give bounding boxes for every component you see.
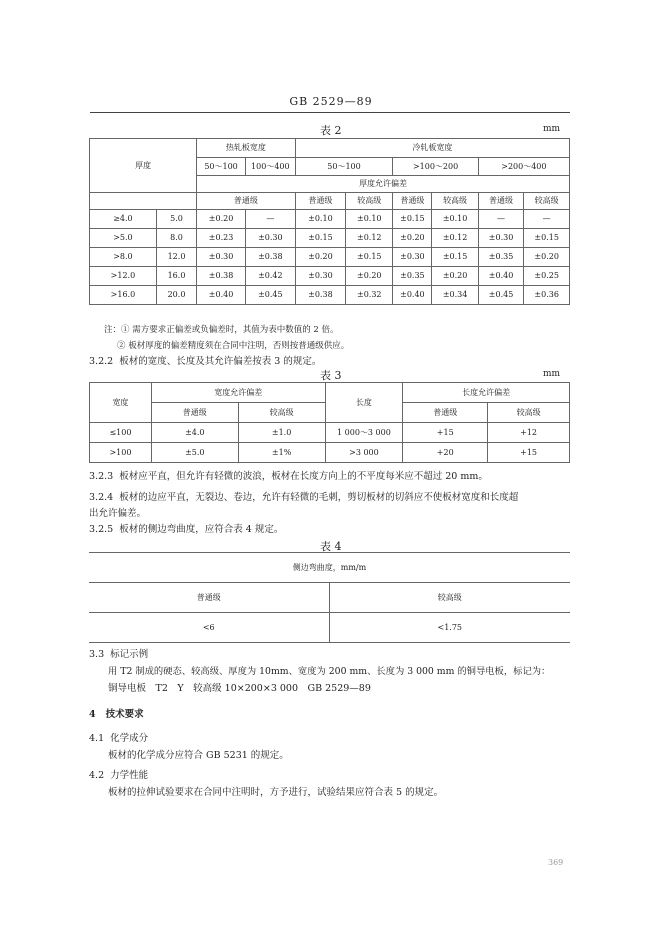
cell: ±0.15 (295, 229, 345, 248)
section-3-2-2 (89, 353, 321, 367)
cell: 1 000～3 000 (325, 423, 403, 443)
table-row (90, 423, 570, 443)
cell: ±0.20 (197, 210, 246, 229)
cell: ±0.25 (524, 267, 570, 286)
thickness-spacer (90, 193, 197, 210)
grade-header: 普通级 (197, 193, 296, 210)
grade-header: 普通级 (151, 403, 238, 423)
table3-caption: 表 3 (320, 369, 342, 382)
cell: ±0.40 (478, 267, 524, 286)
section-4-1 (89, 730, 148, 744)
cell: +12 (488, 423, 570, 443)
width-col: 50～100 (295, 158, 393, 176)
width-col: >100～200 (393, 158, 478, 176)
cell: ±0.10 (346, 210, 393, 229)
section-3-2-4-cont: 出允许偏差。 (89, 508, 147, 519)
length-header: 长度 (325, 383, 403, 423)
section-4-2-text: 板材的拉伸试验要求在合同中注明时，方予进行，试验结果应符合表 5 的规定。 (108, 787, 444, 798)
table-row (90, 267, 570, 286)
cell: <1.75 (329, 613, 570, 643)
tolerance-header: 厚度允许偏差 (197, 176, 570, 193)
section-text: 板材的边应平直，无裂边、卷边，允许有轻微的毛刺，剪切板材的切斜应不使板材宽度和长度超 (119, 492, 519, 503)
cell: ±0.32 (346, 286, 393, 305)
width-header: 宽度 (90, 383, 152, 423)
section-3-2-4 (89, 489, 518, 503)
cell: >100 (90, 443, 152, 463)
cell: 20.0 (156, 286, 196, 305)
cell: <6 (89, 613, 329, 643)
cell: ±0.12 (346, 229, 393, 248)
cell: ±0.30 (393, 248, 432, 267)
section-title: 力学性能 (110, 770, 149, 781)
cell: ±0.10 (295, 210, 345, 229)
grade-header: 较高级 (346, 193, 393, 210)
cell: ±0.30 (197, 248, 246, 267)
table4-caption: 表 4 (320, 540, 342, 553)
cell: ±0.34 (432, 286, 478, 305)
length-tol-header: 长度允许偏差 (403, 383, 570, 403)
section-text: 板材应平直，但允许有轻微的波浪，板材在长度方向上的不平度每米应不超过 20 mm。 (119, 471, 488, 482)
grade-header: 普通级 (403, 403, 488, 423)
cell: >16.0 (90, 286, 157, 305)
section-title: 标记示例 (110, 649, 149, 660)
marking-example-line-2: 铜导电板 T2 Y 较高级 10×200×3 000 GB 2529—89 (108, 683, 371, 694)
cell: ±0.10 (432, 210, 478, 229)
section-title: 技术要求 (105, 709, 144, 720)
cell: ±0.30 (295, 267, 345, 286)
table2-note-1: 注：① 需方要求正偏差或负偏差时，其值为表中数值的 2 倍。 (104, 325, 339, 335)
cell: >8.0 (90, 248, 157, 267)
cell: ±0.38 (197, 267, 246, 286)
cell: ±0.20 (295, 248, 345, 267)
cell: ±0.38 (295, 286, 345, 305)
table3-unit: mm (543, 369, 561, 379)
table-4 (89, 552, 570, 643)
section-3-2-3 (89, 468, 488, 482)
section-text: 板材的侧边弯曲度，应符合表 4 规定。 (119, 524, 284, 535)
grade-header: 较高级 (432, 193, 478, 210)
cell: ±0.12 (432, 229, 478, 248)
section-number: 4.2 (89, 770, 105, 781)
section-number: 4.1 (89, 733, 105, 744)
cell: ±0.38 (245, 248, 295, 267)
cell: ±1% (238, 443, 325, 463)
cell: >3 000 (325, 443, 403, 463)
cell: — (478, 210, 524, 229)
table-row (90, 210, 570, 229)
table-row (90, 443, 570, 463)
cell: ±0.15 (524, 229, 570, 248)
section-text: 板材的宽度、长度及其允许偏差按表 3 的规定。 (119, 356, 322, 367)
cell: ±0.30 (478, 229, 524, 248)
cell: ±0.20 (432, 267, 478, 286)
table-row (90, 229, 570, 248)
marking-example-line-1: 用 T2 制成的硬态、较高级、厚度为 10mm、宽度为 200 mm、长度为 3 000 mm 的铜导电板，标记为： (108, 666, 551, 677)
section-4-1-text: 板材的化学成分应符合 GB 5231 的规定。 (108, 750, 289, 761)
section-3-3 (89, 646, 148, 660)
cell: ±0.40 (393, 286, 432, 305)
section-number: 4 (89, 709, 96, 720)
cell: ±4.0 (151, 423, 238, 443)
cell: ±5.0 (151, 443, 238, 463)
grade-header: 普通级 (393, 193, 432, 210)
table4-title: 侧边弯曲度，mm/m (89, 553, 570, 583)
cell: ±0.15 (346, 248, 393, 267)
hot-rolled-header: 热轧板宽度 (197, 139, 296, 158)
cell: — (245, 210, 295, 229)
cell: ±0.40 (197, 286, 246, 305)
header-rule (90, 112, 570, 113)
grade-header: 较高级 (329, 583, 570, 613)
table-3 (89, 382, 570, 463)
cell: ±0.36 (524, 286, 570, 305)
cell: >12.0 (90, 267, 157, 286)
cell: ±0.30 (245, 229, 295, 248)
cell: 12.0 (156, 248, 196, 267)
cell: 16.0 (156, 267, 196, 286)
cell: ±0.35 (393, 267, 432, 286)
cold-rolled-header: 冷轧板宽度 (295, 139, 569, 158)
cell: 5.0 (156, 210, 196, 229)
grade-header: 较高级 (524, 193, 570, 210)
cell: ≥4.0 (90, 210, 157, 229)
cell: ±0.23 (197, 229, 246, 248)
width-tol-header: 宽度允许偏差 (151, 383, 325, 403)
section-4-2 (89, 767, 148, 781)
page-header: GB 2529—89 (289, 95, 373, 108)
grade-header: 较高级 (238, 403, 325, 423)
cell: ±0.42 (245, 267, 295, 286)
table-row (90, 286, 570, 305)
thickness-header: 厚度 (90, 139, 197, 193)
width-col: 100～400 (245, 158, 295, 176)
cell: >5.0 (90, 229, 157, 248)
cell: ±0.15 (393, 210, 432, 229)
cell: +15 (488, 443, 570, 463)
section-4 (89, 706, 144, 720)
cell: +15 (403, 423, 488, 443)
section-number: 3.3 (89, 649, 105, 660)
table-2 (89, 138, 570, 305)
cell: +20 (403, 443, 488, 463)
cell: ±1.0 (238, 423, 325, 443)
cell: ≤100 (90, 423, 152, 443)
section-number: 3.2.4 (89, 492, 114, 503)
cell: ±0.45 (478, 286, 524, 305)
cell: — (524, 210, 570, 229)
section-number: 3.2.5 (89, 524, 114, 535)
table-row (90, 248, 570, 267)
width-col: >200～400 (478, 158, 569, 176)
cell: 8.0 (156, 229, 196, 248)
cell: ±0.20 (393, 229, 432, 248)
cell: ±0.15 (432, 248, 478, 267)
cell: ±0.20 (524, 248, 570, 267)
section-number: 3.2.3 (89, 471, 114, 482)
table2-caption: 表 2 (320, 124, 342, 137)
section-number: 3.2.2 (89, 356, 114, 367)
cell: ±0.20 (346, 267, 393, 286)
table2-unit: mm (543, 124, 561, 134)
grade-header: 较高级 (488, 403, 570, 423)
section-title: 化学成分 (110, 733, 149, 744)
page-number: 369 (548, 858, 564, 867)
width-col: 50～100 (197, 158, 246, 176)
table2-note-2: ② 板材厚度的偏差精度须在合同中注明，否则按普通级供应。 (117, 341, 350, 351)
grade-header: 普通级 (478, 193, 524, 210)
section-3-2-5 (89, 521, 283, 535)
cell: ±0.45 (245, 286, 295, 305)
cell: ±0.35 (478, 248, 524, 267)
grade-header: 普通级 (295, 193, 345, 210)
grade-header: 普通级 (89, 583, 329, 613)
